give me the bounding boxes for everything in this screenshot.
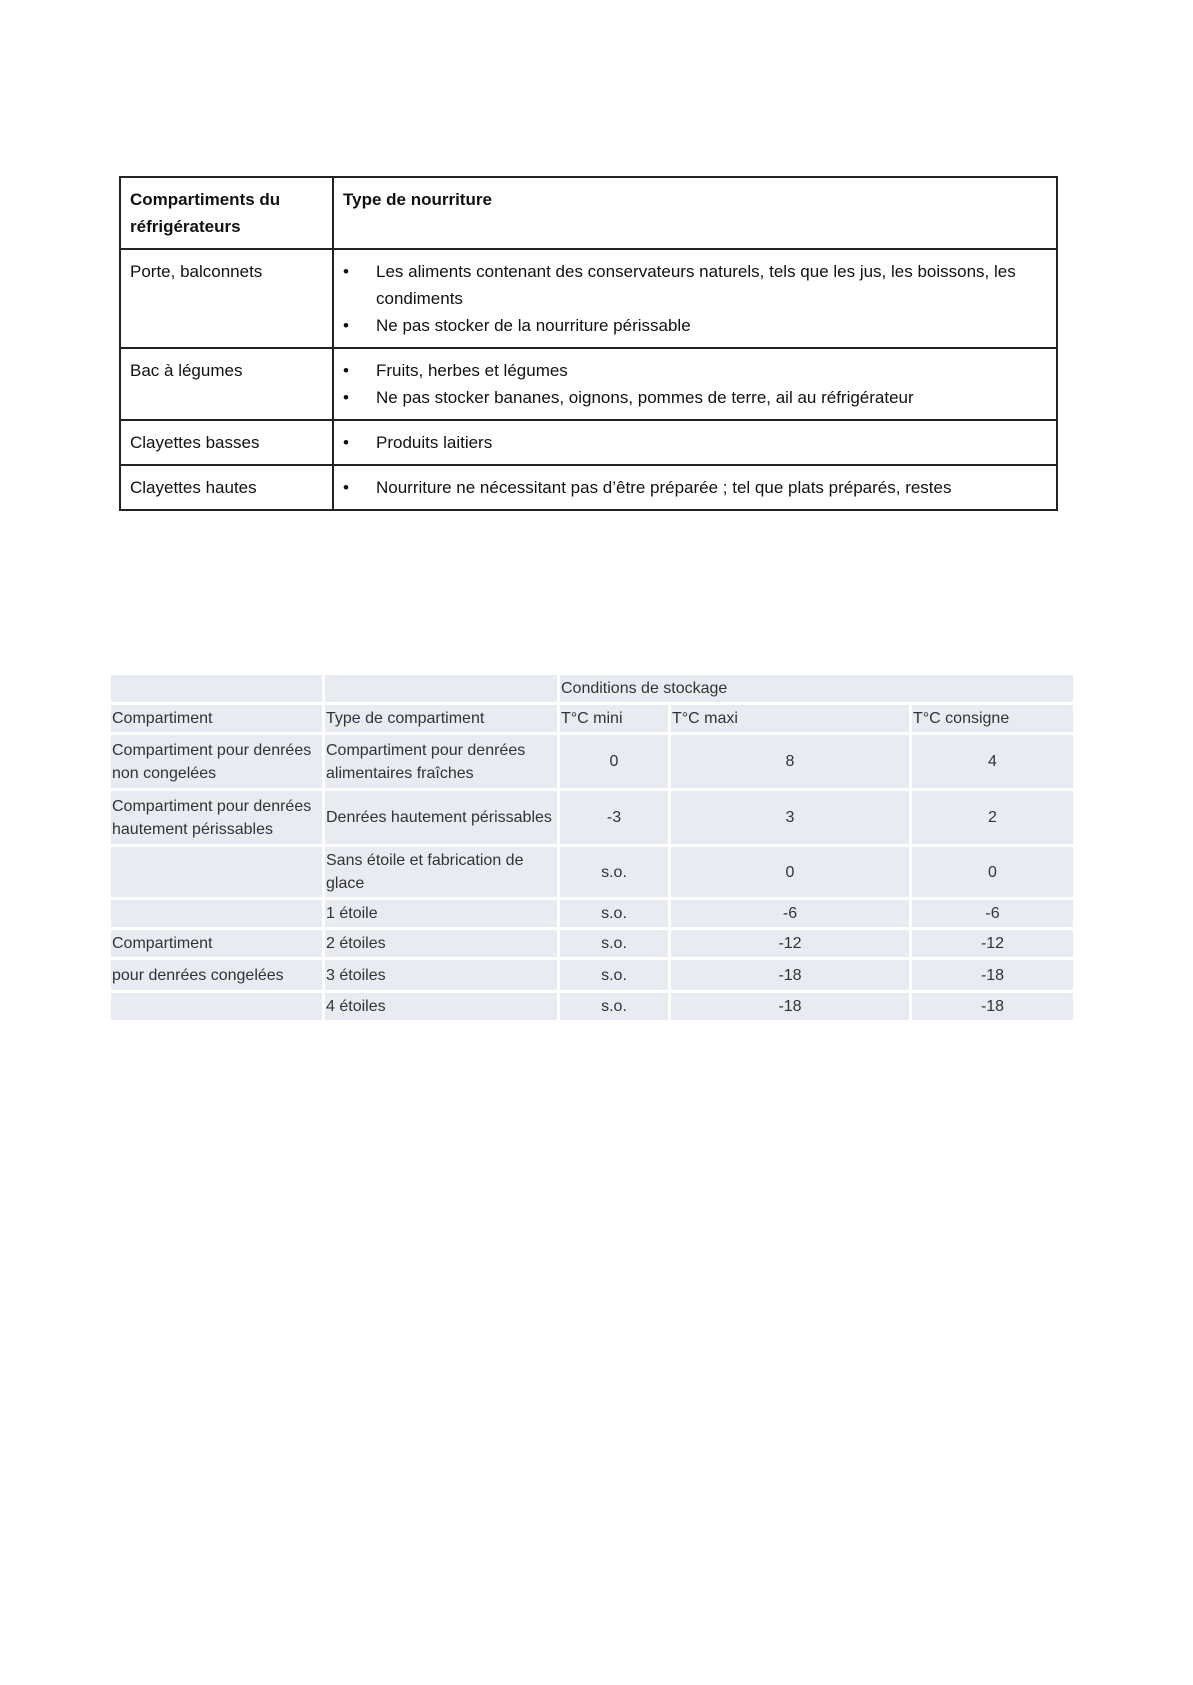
tmax-cell: 8 <box>671 735 909 788</box>
type-cell: 3 étoiles <box>325 960 557 990</box>
list-item: • Ne pas stocker bananes, oignons, pommes de terre, ail au réfrigérateur <box>376 384 1047 411</box>
tmin-cell: s.o. <box>560 960 668 990</box>
compartment-cell <box>111 993 322 1020</box>
food-list <box>343 429 1047 456</box>
list-item: • Produits laitiers <box>376 429 1047 456</box>
table-row <box>120 465 1057 510</box>
food-list <box>343 258 1047 339</box>
table-row <box>111 960 1073 990</box>
type-cell: Sans étoile et fabrication de glace <box>325 847 557 897</box>
fridge-compartments-table <box>119 176 1058 511</box>
tmax-cell: 3 <box>671 791 909 844</box>
table-row <box>111 847 1073 897</box>
table-row <box>120 249 1057 348</box>
tset-cell: -18 <box>912 993 1073 1020</box>
compartment-cell: Porte, balconnets <box>120 249 333 348</box>
compartment-cell <box>111 847 322 897</box>
table-row <box>120 420 1057 465</box>
table-row <box>111 791 1073 844</box>
tset-cell: -12 <box>912 930 1073 957</box>
list-item: • Fruits, herbes et légumes <box>376 357 1047 384</box>
food-list <box>343 357 1047 411</box>
table-row <box>120 348 1057 420</box>
storage-conditions-table <box>108 672 1076 1023</box>
compartment-cell <box>111 900 322 927</box>
food-type-cell <box>333 249 1057 348</box>
tmax-cell: 0 <box>671 847 909 897</box>
tset-cell: -6 <box>912 900 1073 927</box>
header-compartments: Compartiments du réfrigérateurs <box>120 177 333 249</box>
food-type-cell <box>333 348 1057 420</box>
table-row <box>111 993 1073 1020</box>
tmax-cell: -12 <box>671 930 909 957</box>
tmin-cell: s.o. <box>560 930 668 957</box>
type-cell: 2 étoiles <box>325 930 557 957</box>
tset-cell: 0 <box>912 847 1073 897</box>
tmin-cell: s.o. <box>560 900 668 927</box>
tset-cell: -18 <box>912 960 1073 990</box>
list-item: • Ne pas stocker de la nourriture périssable <box>376 312 1047 339</box>
compartment-cell: Compartiment <box>111 930 322 957</box>
tset-cell: 4 <box>912 735 1073 788</box>
header-food-type: Type de nourriture <box>333 177 1057 249</box>
tmin-cell: s.o. <box>560 993 668 1020</box>
table-row <box>111 900 1073 927</box>
list-item: • Nourriture ne nécessitant pas d’être préparée ; tel que plats préparés, restes <box>376 474 1047 501</box>
table-row <box>111 930 1073 957</box>
compartment-cell: pour denrées congelées <box>111 960 322 990</box>
tmin-cell: s.o. <box>560 847 668 897</box>
food-list <box>343 474 1047 501</box>
list-item: • Les aliments contenant des conservateurs naturels, tels que les jus, les boissons, les condiments <box>376 258 1047 312</box>
table-header-row <box>120 177 1057 249</box>
group-header-row <box>111 675 1073 702</box>
tmin-cell: 0 <box>560 735 668 788</box>
compartment-cell: Clayettes hautes <box>120 465 333 510</box>
header-tset: T°C consigne <box>912 705 1073 732</box>
tmax-cell: -6 <box>671 900 909 927</box>
type-cell: 1 étoile <box>325 900 557 927</box>
compartment-cell: Compartiment pour denrées non congelées <box>111 735 322 788</box>
table-header-row <box>111 705 1073 732</box>
type-cell: Denrées hautement périssables <box>325 791 557 844</box>
tmin-cell: -3 <box>560 791 668 844</box>
header-type: Type de compartiment <box>325 705 557 732</box>
header-compartment: Compartiment <box>111 705 322 732</box>
tmax-cell: -18 <box>671 960 909 990</box>
compartment-cell: Clayettes basses <box>120 420 333 465</box>
food-type-cell <box>333 420 1057 465</box>
header-tmin: T°C mini <box>560 705 668 732</box>
group-header: Conditions de stockage <box>560 675 1073 702</box>
type-cell: 4 étoiles <box>325 993 557 1020</box>
type-cell: Compartiment pour denrées alimentaires fraîches <box>325 735 557 788</box>
table-row <box>111 735 1073 788</box>
tmax-cell: -18 <box>671 993 909 1020</box>
compartment-cell: Bac à légumes <box>120 348 333 420</box>
header-tmax: T°C maxi <box>671 705 909 732</box>
compartment-cell: Compartiment pour denrées hautement périssables <box>111 791 322 844</box>
tset-cell: 2 <box>912 791 1073 844</box>
food-type-cell <box>333 465 1057 510</box>
